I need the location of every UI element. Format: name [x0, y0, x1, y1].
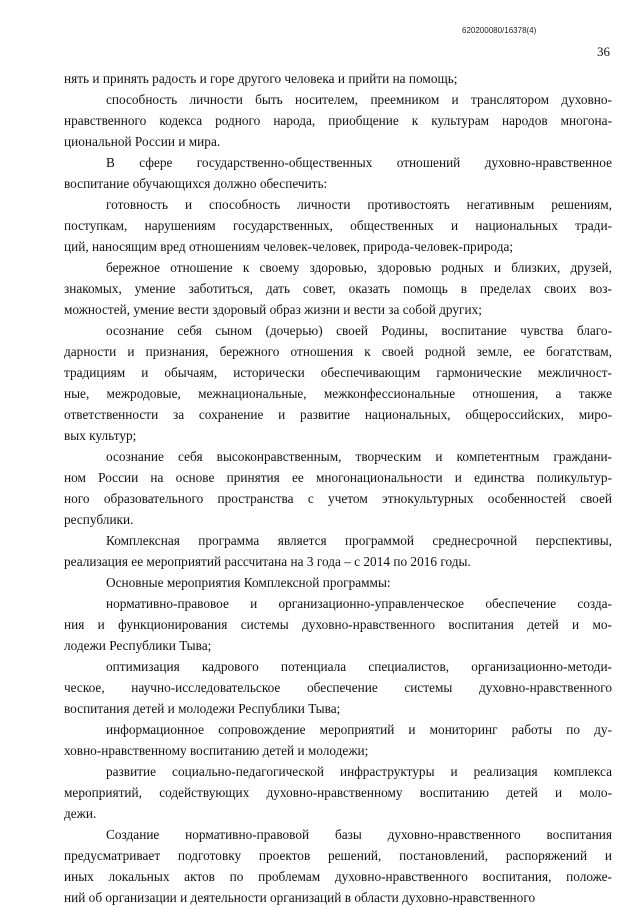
text-line: реализация ее мероприятий рассчитана на 3 года – с 2014 по 2016 годы.: [64, 554, 471, 569]
paragraph: [64, 152, 612, 194]
text-line: лодежи Республики Тыва;: [64, 638, 212, 653]
text-line: ного образовательного пространства с учетом этнокультурных особенностей своей: [64, 491, 612, 506]
paragraph: [64, 824, 612, 908]
text-line: развитие социально-педагогической инфраструктуры и реализация комплекса: [106, 764, 612, 779]
paragraph: [64, 593, 612, 656]
text-line: вых культур;: [64, 428, 137, 443]
text-line: осознание себя сыном (дочерью) своей Родины, воспитание чувства благо-: [106, 323, 612, 338]
text-line: способность личности быть носителем, преемником и транслятором духовно-: [106, 92, 612, 107]
text-line: циональной России и мира.: [64, 134, 221, 149]
paragraph: [64, 194, 612, 257]
text-line: оптимизация кадрового потенциала специалистов, организационно-методи-: [106, 659, 612, 674]
text-line: ховно-нравственному воспитанию детей и молодежи;: [64, 743, 369, 758]
text-line: ные, межродовые, межнациональные, межконфессиональные отношения, а также: [64, 386, 612, 401]
paragraph: [64, 68, 612, 89]
document-body: [64, 68, 612, 908]
paragraph: [64, 257, 612, 320]
document-code: 620200080/16378(4): [462, 26, 537, 35]
text-line: ческое, научно-исследовательское обеспечение системы духовно-нравственного: [64, 680, 612, 695]
text-line: ний об организации и деятельности организаций в области духовно-нравственного: [64, 890, 536, 905]
text-line: нормативно-правовое и организационно-управленческое обеспечение созда-: [106, 596, 612, 611]
text-line: ответственности за сохранение и развитие национальных, общероссийских, миро-: [64, 407, 612, 422]
text-line: ния и функционирования системы духовно-нравственного воспитания детей и мо-: [64, 617, 612, 632]
text-line: Комплексная программа является программой среднесрочной перспективы,: [106, 533, 612, 548]
paragraph: [64, 320, 612, 446]
paragraph: [64, 761, 612, 824]
text-line: ном России на основе принятия ее многонациональности и единства поликультур-: [64, 470, 612, 485]
text-line: воспитание обучающихся должно обеспечить:: [64, 176, 328, 191]
text-line: предусматривает подготовку проектов решений, постановлений, распоряжений и: [64, 848, 612, 863]
paragraph: [64, 530, 612, 572]
paragraph: [64, 446, 612, 530]
text-line: Основные мероприятия Комплексной программы:: [106, 575, 391, 590]
text-line: Создание нормативно-правовой базы духовно-нравственного воспитания: [106, 827, 612, 842]
text-line: мероприятий, содействующих духовно-нравственному воспитанию детей и моло-: [64, 785, 612, 800]
text-line: воспитания детей и молодежи Республики Тыва;: [64, 701, 341, 716]
paragraph: [64, 572, 612, 593]
text-line: готовность и способность личности противостоять негативным решениям,: [106, 197, 612, 212]
text-line: республики.: [64, 512, 134, 527]
text-line: бережное отношение к своему здоровью, здоровью родных и близких, друзей,: [106, 260, 612, 275]
text-line: осознание себя высоконравственным, творческим и компетентным граждани-: [106, 449, 612, 464]
paragraph: [64, 656, 612, 719]
text-line: нять и принять радость и горе другого человека и прийти на помощь;: [64, 71, 458, 86]
text-line: знакомых, умение заботиться, дать совет, оказать помощь в пределах своих воз-: [64, 281, 612, 296]
text-line: нравственного кодекса родного народа, приобщение к культурам народов многона-: [64, 113, 612, 128]
text-line: можностей, умение вести здоровый образ жизни и вести за собой других;: [64, 302, 482, 317]
text-line: традициям и обычаям, исторически обеспечивающим гармонические межличност-: [64, 365, 612, 380]
text-line: дежи.: [64, 806, 97, 821]
text-line: В сфере государственно-общественных отношений духовно-нравственное: [106, 155, 612, 170]
text-line: иных локальных актов по проблемам духовно-нравственного воспитания, положе-: [64, 869, 612, 884]
page-number: 36: [597, 44, 610, 59]
paragraph: [64, 719, 612, 761]
text-line: поступкам, нарушениям государственных, общественных и национальных тради-: [64, 218, 612, 233]
text-line: ций, наносящим вред отношениям человек-человек, природа-человек-природа;: [64, 239, 514, 254]
text-line: дарности и признания, бережного отношения к своей родной земле, ее богатствам,: [64, 344, 612, 359]
paragraph: [64, 89, 612, 152]
text-line: информационное сопровождение мероприятий и мониторинг работы по ду-: [106, 722, 612, 737]
